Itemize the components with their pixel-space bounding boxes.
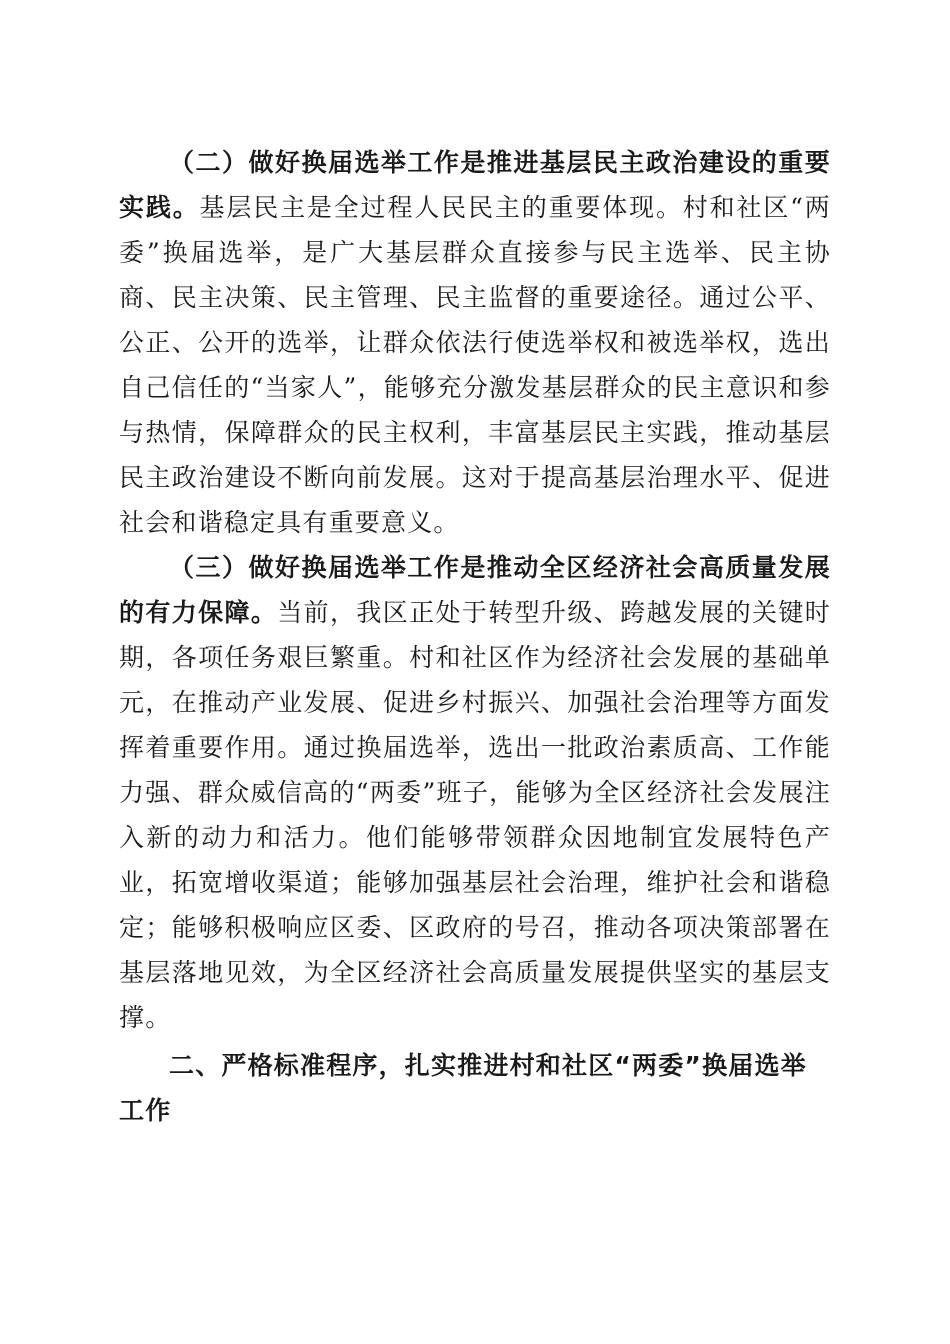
paragraph-three [119, 545, 831, 1040]
paragraph-two [119, 140, 831, 545]
paragraph-two-lead: （二）做好换届选举工作是推进基层民主政治建设的重要实践。 [119, 148, 831, 222]
section-heading: 二、严格标准程序，扎实推进村和社区“两委”换届选举工作 [119, 1051, 807, 1125]
document-body [119, 140, 831, 1133]
paragraph-three-lead: （三）做好换届选举工作是推动全区经济社会高质量发展的有力保障。 [119, 553, 831, 627]
paragraph-three-body: 当前，我区正处于转型升级、跨越发展的关键时期，各项任务艰巨繁重。村和社区作为经济社会发展的基础单元，在推动产业发展、促进乡村振兴、加强社会治理等方面发挥着重要作用。通过换届选举，选出一批政治素质高、工作能力强、群众威信高的“两委”班子，能够为全区经济社会发展注入新的动力和活力。他们能够带领群众因地制宜发展特色产业，拓宽增收渠道；能够加强基层社会治理，维护社会和谐稳定；能够积极响应区委、区政府的号召，推动各项决策部署在基层落地见效，为全区经济社会高质量发展提供坚实的基层支撑。 [119, 598, 832, 1032]
paragraph-two-body: 基层民主是全过程人民民主的重要体现。村和社区“两委”换届选举，是广大基层群众直接参与民主选举、民主协商、民主决策、民主管理、民主监督的重要途径。通过公平、公正、公开的选举，让群众依法行使选举权和被选举权，选出自己信任的“当家人”，能够充分激发基层群众的民主意识和参与热情，保障群众的民主权利，丰富基层民主实践，推动基层民主政治建设不断向前发展。这对于提高基层治理水平、促进社会和谐稳定具有重要意义。 [119, 193, 831, 537]
